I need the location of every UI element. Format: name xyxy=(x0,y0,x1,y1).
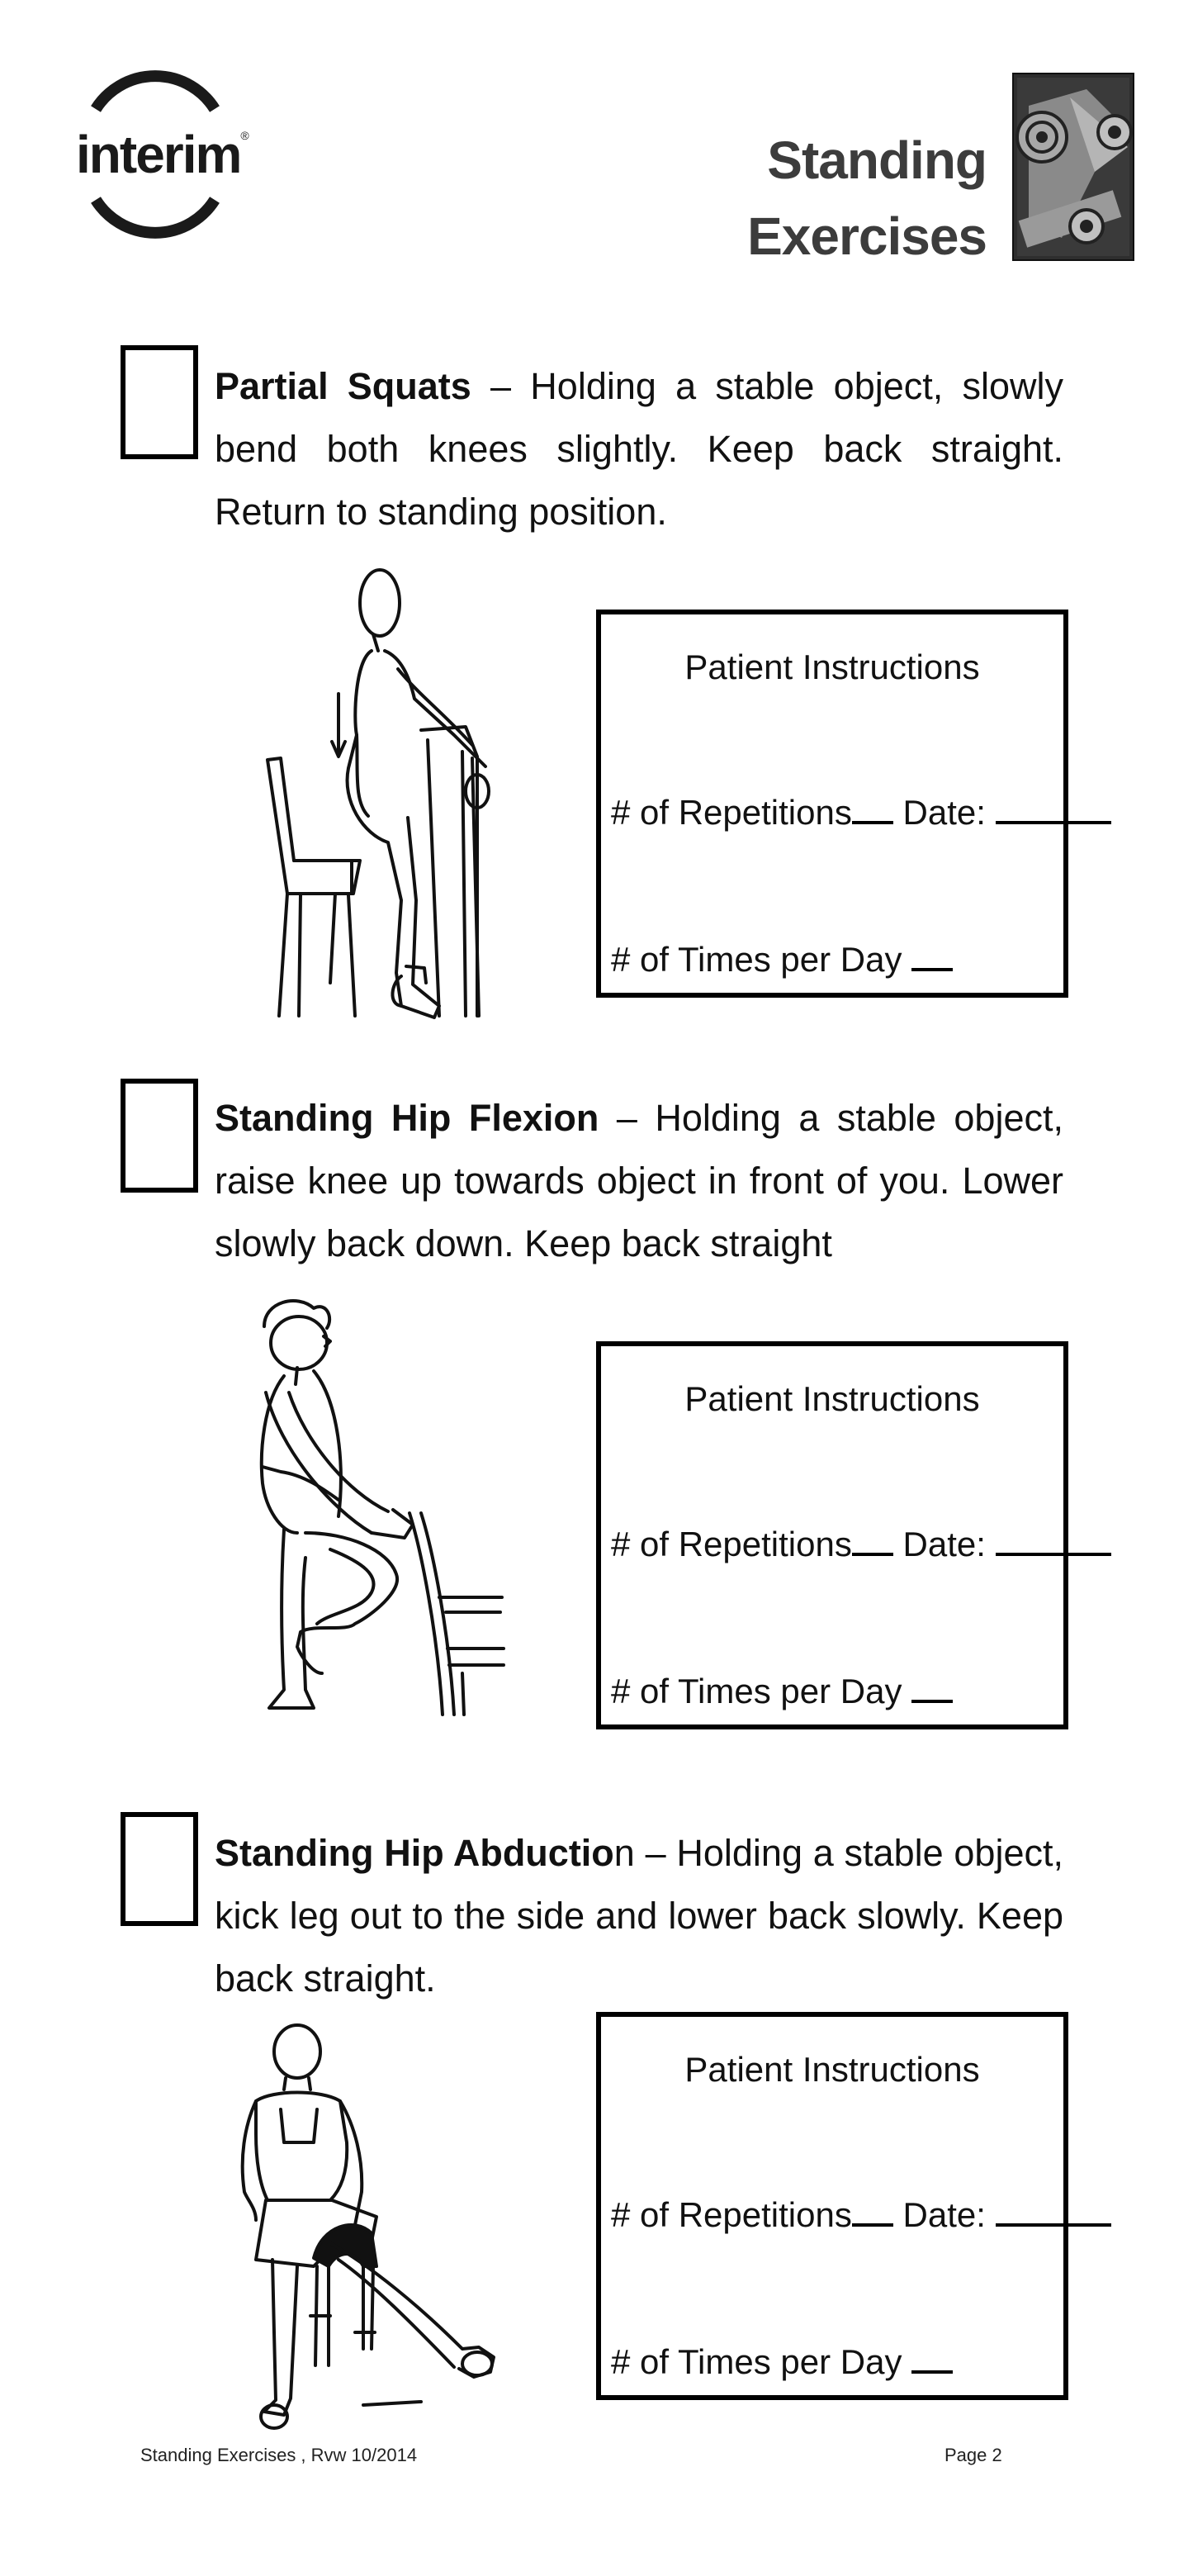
repetitions-line: # of Repetitions Date: xyxy=(611,2192,1111,2235)
patient-instructions-title: Patient Instructions xyxy=(684,2050,980,2089)
times-per-day-input[interactable] xyxy=(911,2339,953,2374)
patient-instructions-box-partial-squats xyxy=(596,610,1068,998)
patient-instructions-box-standing-hip-flexion xyxy=(596,1341,1068,1729)
repetitions-input[interactable] xyxy=(852,790,893,824)
footer-page-number: Page 2 xyxy=(944,2445,1002,2465)
times-per-day-line: # of Times per Day xyxy=(611,2339,953,2382)
repetitions-line: # of Repetitions Date: xyxy=(611,790,1111,833)
repetitions-line: # of Repetitions Date: xyxy=(611,1521,1111,1564)
exercise-description-standing-hip-flexion: Standing Hip Flexion – Holding a stable object, raise knee up towards object in front of you. Lower slowly back down. Keep back straight xyxy=(215,1097,1063,1264)
times-per-day-line: # of Times per Day xyxy=(611,1668,953,1711)
exercise-description-partial-squats: Partial Squats – Holding a stable object, slowly bend both knees slightly. Keep back straight. Return to standing position. xyxy=(215,365,1063,533)
exercise-description-standing-hip-abduction: Standing Hip Abduction – Holding a stable object, kick leg out to the side and lower back slowly. Keep back straight. xyxy=(215,1832,1063,2000)
date-input[interactable] xyxy=(996,1521,1111,1556)
repetitions-input[interactable] xyxy=(852,1521,893,1556)
footer-revision: Standing Exercises , Rvw 10/2014 xyxy=(140,2445,418,2465)
standing-hip-abduction-illustration xyxy=(231,2019,512,2440)
standing-hip-flexion-illustration xyxy=(248,1285,520,1723)
page-title: Standing Exercises xyxy=(747,130,987,266)
times-per-day-input[interactable] xyxy=(911,1668,953,1703)
exercise-checkbox-partial-squats[interactable] xyxy=(121,345,198,459)
times-per-day-input[interactable] xyxy=(911,937,953,971)
exercise-checkbox-standing-hip-abduction[interactable] xyxy=(121,1812,198,1926)
repetitions-input[interactable] xyxy=(852,2192,893,2227)
logo-wordmark: interim® xyxy=(76,125,248,184)
patient-instructions-title: Patient Instructions xyxy=(684,648,980,686)
partial-squats-illustration xyxy=(256,553,504,1032)
patient-instructions-box-standing-hip-abduction xyxy=(596,2012,1068,2400)
date-input[interactable] xyxy=(996,790,1111,824)
exercise-equipment-thumbnail xyxy=(1012,73,1134,261)
exercise-checkbox-standing-hip-flexion[interactable] xyxy=(121,1079,198,1193)
patient-instructions-title: Patient Instructions xyxy=(684,1379,980,1418)
times-per-day-line: # of Times per Day xyxy=(611,937,953,980)
date-input[interactable] xyxy=(996,2192,1111,2227)
